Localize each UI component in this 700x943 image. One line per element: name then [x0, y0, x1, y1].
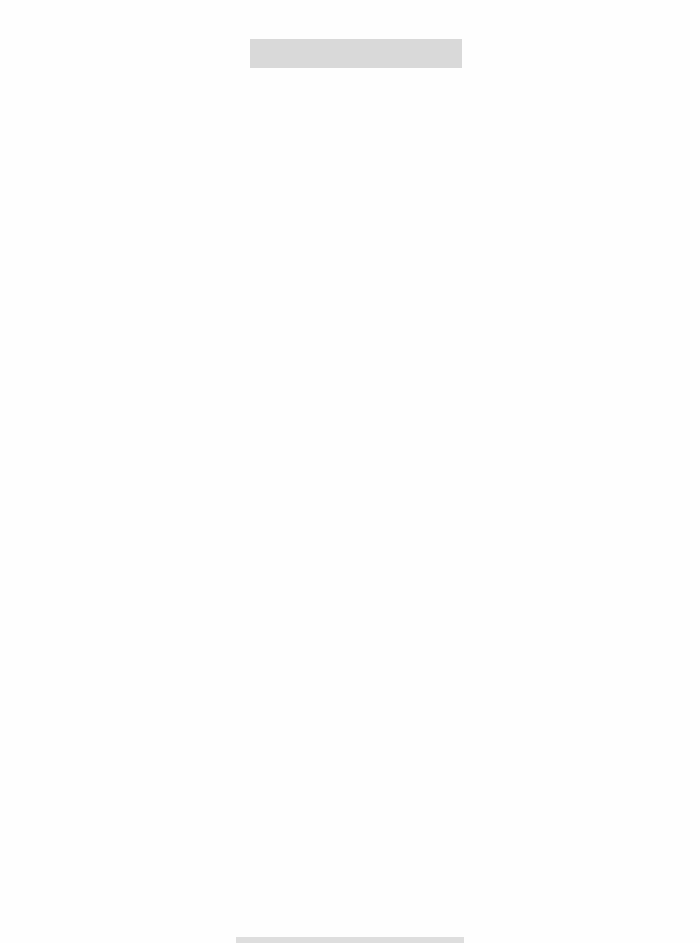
page-footer-bar: [236, 937, 464, 943]
page-title: [250, 39, 462, 68]
